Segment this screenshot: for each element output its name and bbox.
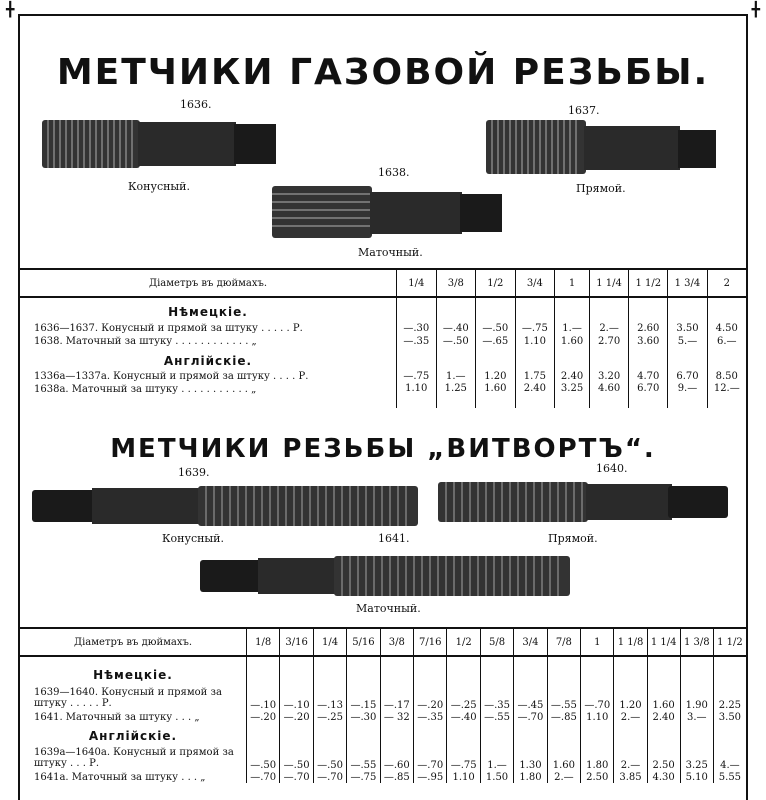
price-cell: 1.75 — [515, 370, 555, 383]
tap-1636-image — [40, 112, 280, 174]
price-cell: 2.60 — [629, 322, 668, 335]
price-cell: 1.60 — [555, 335, 590, 348]
price-cell: 2.— — [614, 711, 647, 723]
whitworth-group-english — [20, 723, 746, 745]
price-cell: —.35 — [480, 685, 513, 711]
price-cell: —.13 — [313, 685, 346, 711]
price-cell: 6.70 — [668, 370, 707, 383]
whitworth-col-header: 5/16 — [347, 628, 380, 656]
price-cell: —.30 — [397, 322, 437, 335]
frame-top-rule — [18, 14, 748, 16]
gas-col-header: 2 — [707, 269, 746, 297]
price-cell: —.75 — [515, 322, 555, 335]
price-cell: 8.50 — [707, 370, 746, 383]
price-cell: —.35 — [414, 711, 447, 723]
price-cell: 1.60 — [476, 383, 516, 408]
price-cell: —.50 — [476, 322, 516, 335]
price-cell: 4.50 — [707, 322, 746, 335]
row-desc: 1639а—1640а. Конусный и прямой за штуку . . . Р. — [34, 747, 234, 769]
price-cell: 3.25 — [680, 745, 713, 771]
price-cell: —.25 — [313, 711, 346, 723]
group-title: Нѣмецкіе. — [93, 668, 173, 682]
whitworth-col-header: 1 1/8 — [614, 628, 647, 656]
whitworth-col-header: 1/4 — [313, 628, 346, 656]
tap-number-1641: 1641. — [378, 532, 410, 545]
price-cell: 1.60 — [647, 685, 680, 711]
tap-number-1640: 1640. — [596, 462, 628, 475]
price-cell: —.60 — [380, 745, 413, 771]
corner-ornament-right: ╋ — [751, 2, 760, 18]
price-cell: 12.— — [707, 383, 746, 408]
price-cell: —.10 — [280, 685, 313, 711]
table-row — [20, 370, 746, 383]
tap-number-1639: 1639. — [178, 466, 210, 479]
price-cell: 1.10 — [397, 383, 437, 408]
price-cell: —.70 — [414, 745, 447, 771]
price-cell: 1.— — [436, 370, 476, 383]
table-row — [20, 685, 746, 711]
price-cell: 1.25 — [436, 383, 476, 408]
price-cell: —.85 — [380, 771, 413, 783]
price-cell: —.10 — [247, 685, 280, 711]
price-cell: —.50 — [247, 745, 280, 771]
row-desc: 1639—1640. Конусный и прямой за штуку . . . . . Р. — [34, 687, 222, 709]
whitworth-col-header: 3/8 — [380, 628, 413, 656]
gas-col-header: 1/2 — [476, 269, 516, 297]
price-cell: —.65 — [476, 335, 516, 348]
tap-number-1638: 1638. — [378, 166, 410, 179]
group-title: Англійскіе. — [163, 354, 253, 368]
whitworth-col-header: 3/16 — [280, 628, 313, 656]
price-cell: 3.20 — [590, 370, 629, 383]
price-cell: 1.— — [555, 322, 590, 335]
price-cell: 3.— — [680, 711, 713, 723]
price-cell: —.20 — [414, 685, 447, 711]
price-cell: —.50 — [436, 335, 476, 348]
price-cell: 5.10 — [680, 771, 713, 783]
whitworth-diameter-header: Діаметръ въ дюймахъ. — [73, 636, 193, 648]
price-cell: —.55 — [480, 711, 513, 723]
price-cell: —.75 — [447, 745, 480, 771]
group-title: Нѣмецкіе. — [168, 305, 248, 319]
price-cell: 2.— — [614, 745, 647, 771]
price-cell: —.30 — [347, 711, 380, 723]
whitworth-col-header: 3/4 — [514, 628, 547, 656]
price-cell: —.15 — [347, 685, 380, 711]
table-row — [20, 745, 746, 771]
price-cell: —.70 — [280, 771, 313, 783]
whitworth-price-table — [20, 627, 746, 783]
tap-caption-1639: Конусный. — [162, 532, 225, 545]
whitworth-col-header: 1 1/4 — [647, 628, 680, 656]
tap-caption-1640: Прямой. — [548, 532, 598, 545]
price-cell: —.85 — [547, 711, 580, 723]
price-cell: 2.— — [590, 322, 629, 335]
price-cell: 4.70 — [629, 370, 668, 383]
gas-title: МЕТЧИКИ ГАЗОВОЙ РЕЗЬБЫ. — [56, 52, 710, 93]
price-cell: —.70 — [313, 771, 346, 783]
row-desc: 1636—1637. Конусный и прямой за штуку . . . . . Р. — [34, 323, 303, 334]
whitworth-col-header: 1/8 — [247, 628, 280, 656]
table-row — [20, 711, 746, 723]
price-cell: — 32 — [380, 711, 413, 723]
tap-number-1636: 1636. — [180, 98, 212, 111]
price-cell: —.25 — [447, 685, 480, 711]
gas-col-header: 1 3/4 — [668, 269, 707, 297]
row-desc: 1641. Маточный за штуку . . . „ — [34, 711, 200, 723]
price-cell: 1.10 — [447, 771, 480, 783]
price-cell: 2.40 — [515, 383, 555, 408]
tap-1638-image — [270, 182, 506, 242]
gas-table-header-row — [20, 269, 746, 297]
tap-1639-image — [30, 482, 422, 530]
gas-col-header: 1 1/2 — [629, 269, 668, 297]
tap-1641-image — [198, 554, 574, 598]
tap-1640-image — [436, 478, 732, 526]
gas-col-header: 1/4 — [397, 269, 437, 297]
price-cell: —.50 — [280, 745, 313, 771]
tap-caption-1638: Маточный. — [358, 246, 423, 259]
tap-caption-1637: Прямой. — [576, 182, 626, 195]
price-cell: —.50 — [313, 745, 346, 771]
price-cell: 5.— — [668, 335, 707, 348]
price-cell: —.40 — [447, 711, 480, 723]
corner-ornament-left: ╋ — [6, 2, 15, 18]
whitworth-group-german — [20, 656, 746, 685]
price-cell: —.20 — [280, 711, 313, 723]
price-cell: 1.— — [480, 745, 513, 771]
price-cell: 5.55 — [713, 771, 746, 783]
price-cell: —.70 — [247, 771, 280, 783]
table-row — [20, 335, 746, 348]
price-cell: 1.10 — [581, 711, 614, 723]
price-cell: —.70 — [581, 685, 614, 711]
whitworth-col-header: 1 1/2 — [713, 628, 746, 656]
price-cell: 6.70 — [629, 383, 668, 408]
whitworth-col-header: 5/8 — [480, 628, 513, 656]
price-cell: —.75 — [397, 370, 437, 383]
row-desc: 1641а. Маточный за штуку . . . „ — [34, 771, 206, 783]
price-cell: 2.50 — [581, 771, 614, 783]
gas-group-english — [20, 348, 746, 370]
price-cell: —.20 — [247, 711, 280, 723]
gas-col-header: 1 1/4 — [590, 269, 629, 297]
price-cell: 2.70 — [590, 335, 629, 348]
price-cell: 1.50 — [480, 771, 513, 783]
price-cell: —.95 — [414, 771, 447, 783]
row-desc: 1638а. Маточный за штуку . . . . . . . . . . . „ — [34, 384, 257, 395]
tap-caption-1636: Конусный. — [128, 180, 191, 193]
price-cell: 1.60 — [547, 745, 580, 771]
price-cell: 4.60 — [590, 383, 629, 408]
price-cell: 3.50 — [668, 322, 707, 335]
price-cell: 4.— — [713, 745, 746, 771]
whitworth-col-header: 7/8 — [547, 628, 580, 656]
price-cell: 2.40 — [555, 370, 590, 383]
whitworth-table-header-row — [20, 628, 746, 656]
gas-col-header: 1 — [555, 269, 590, 297]
gas-price-table — [20, 268, 746, 408]
group-title: Англійскіе. — [88, 729, 178, 743]
whitworth-title: МЕТЧИКИ РЕЗЬБЫ „ВИТВОРТЪ“. — [110, 434, 656, 464]
whitworth-col-header: 1 — [581, 628, 614, 656]
price-cell: 1.10 — [515, 335, 555, 348]
price-cell: 2.— — [547, 771, 580, 783]
gas-col-header: 3/8 — [436, 269, 476, 297]
price-cell: —.35 — [397, 335, 437, 348]
price-cell: 1.20 — [476, 370, 516, 383]
price-cell: —.75 — [347, 771, 380, 783]
price-cell: 2.50 — [647, 745, 680, 771]
table-row — [20, 322, 746, 335]
price-cell: 2.25 — [713, 685, 746, 711]
price-cell: 1.30 — [514, 745, 547, 771]
price-cell: 1.80 — [581, 745, 614, 771]
whitworth-col-header: 1 3/8 — [680, 628, 713, 656]
price-cell: 3.25 — [555, 383, 590, 408]
table-row — [20, 771, 746, 783]
price-cell: 1.20 — [614, 685, 647, 711]
price-cell: 3.85 — [614, 771, 647, 783]
price-cell: —.40 — [436, 322, 476, 335]
gas-diameter-header: Діаметръ въ дюймахъ. — [148, 277, 268, 289]
price-cell: 1.80 — [514, 771, 547, 783]
gas-col-header: 3/4 — [515, 269, 555, 297]
frame-right-rule — [746, 14, 748, 800]
table-row — [20, 383, 746, 408]
price-cell: —.17 — [380, 685, 413, 711]
whitworth-col-header: 7/16 — [414, 628, 447, 656]
tap-1637-image — [484, 116, 720, 178]
price-cell: 2.40 — [647, 711, 680, 723]
price-cell: —.70 — [514, 711, 547, 723]
tap-caption-1641: Маточный. — [356, 602, 421, 615]
price-cell: 6.— — [707, 335, 746, 348]
tap-number-1637: 1637. — [568, 104, 600, 117]
whitworth-col-header: 1/2 — [447, 628, 480, 656]
price-cell: —.55 — [547, 685, 580, 711]
row-desc: 1336а—1337а. Конусный и прямой за штуку . . . . Р. — [34, 371, 309, 382]
price-cell: 3.50 — [713, 711, 746, 723]
price-cell: —.55 — [347, 745, 380, 771]
price-cell: 3.60 — [629, 335, 668, 348]
price-cell: 4.30 — [647, 771, 680, 783]
price-cell: 9.— — [668, 383, 707, 408]
price-cell: —.45 — [514, 685, 547, 711]
price-cell: 1.90 — [680, 685, 713, 711]
row-desc: 1638. Маточный за штуку . . . . . . . . . . . . „ — [34, 336, 257, 347]
gas-group-german — [20, 297, 746, 322]
